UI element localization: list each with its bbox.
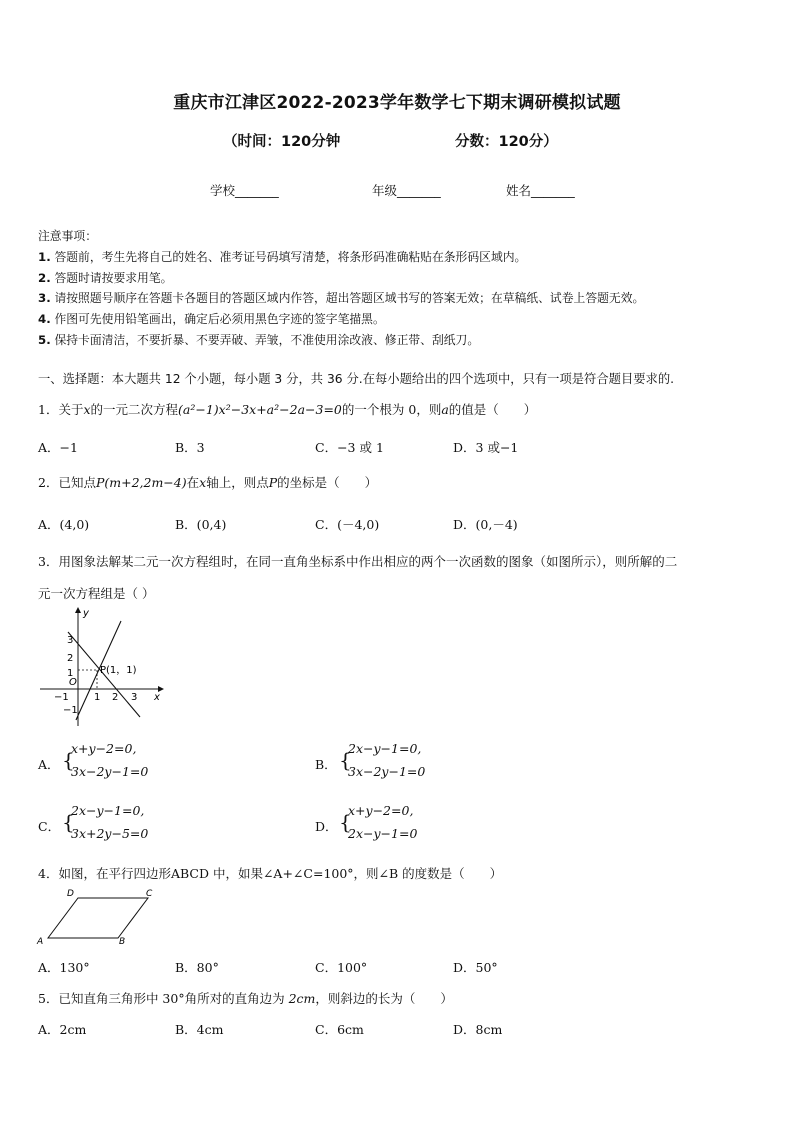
notes-heading: 注意事项： [38, 229, 97, 243]
q2-option-c: C．(－4,0) [315, 517, 380, 532]
q3-option-a-label: A． [38, 757, 60, 772]
school-field: 学校_______ [210, 183, 279, 198]
q2-option-b: B．(0,4) [175, 517, 227, 532]
q3-option-c-label: C． [38, 819, 61, 834]
notes-block [38, 226, 644, 351]
notes-item: 3. 请按照题号顺序在答题卡各题目的答题区域内作答，超出答题区域书写的答案无效；在草稿纸、试卷上答题无效。 [38, 291, 645, 306]
question-3-line2: 元一次方程组是（ ） [38, 586, 155, 601]
x-tick: 3 [131, 692, 138, 703]
q3-coordinate-graph [36, 604, 168, 730]
q1-option-b: B．3 [175, 440, 205, 455]
x-tick: −1 [54, 692, 69, 703]
section-heading: 一、选择题：本大题共 12 个小题，每小题 3 分，共 36 分.在每小题给出的四个选项中，只有一项是符合题目要求的. [38, 372, 675, 386]
q3-option-c-system: { 2x−y−1=0, 3x+2y−5=0 [62, 803, 149, 841]
parallelogram-abcd [48, 898, 148, 938]
question-2: 2．已知点P(m+2,2m−4)在x轴上，则点P的坐标是（ ） [38, 475, 378, 490]
q4-option-d: D．50° [453, 960, 498, 975]
question-4: 4．如图，在平行四边形ABCD 中，如果∠A+∠C=100°，则∠B 的度数是（ ） [38, 866, 503, 881]
origin-label: O [69, 677, 77, 688]
notes-item: 1. 答题前，考生先将自己的姓名、准考证号码填写清楚，将条形码准确粘贴在条形码区域内。 [38, 249, 527, 264]
notes-item: 5. 保持卡面清洁，不要折暴、不要弄破、弄皱，不准使用涂改液、修正带、刮纸刀。 [38, 332, 480, 347]
vertex-b: B [119, 937, 126, 947]
exam-time: （时间：120分钟 [223, 134, 341, 150]
x-axis-label: x [154, 692, 160, 703]
q3-option-b-system: { 2x−y−1=0, 3x−2y−1=0 [339, 741, 426, 779]
q2-point: P(m+2,2m−4) [95, 475, 187, 490]
q1-option-d: D．3 或−1 [453, 440, 519, 455]
y-tick: −1 [63, 705, 78, 716]
vertex-d: D [67, 889, 74, 899]
y-axis-label: y [83, 608, 89, 619]
grade-field: 年级_______ [372, 183, 441, 198]
y-tick: 2 [67, 653, 74, 664]
q5-option-c: C．6cm [315, 1022, 364, 1037]
name-field: 姓名_______ [506, 183, 575, 198]
q3-option-a-system: { x+y−2=0, 3x−2y−1=0 [62, 741, 149, 779]
q1-equation: (a²−1)x²−3x+a²−2a−3=0 [178, 402, 342, 417]
q4-option-a: A．130° [38, 960, 90, 975]
vertex-c: C [146, 889, 153, 899]
y-tick: 3 [67, 635, 74, 646]
y-tick: 1 [67, 668, 74, 679]
notes-item: 4. 作图可先使用铅笔画出，确定后必须用黑色字迹的签字笔描黑。 [38, 312, 385, 327]
question-5: 5．已知直角三角形中 30°角所对的直角边为 2cm，则斜边的长为（ ） [38, 991, 453, 1006]
q3-option-d-system: { x+y−2=0, 2x−y−1=0 [339, 803, 418, 841]
q5-option-d: D．8cm [453, 1022, 503, 1037]
page-title: 重庆市江津区2022-2023学年数学七下期末调研模拟试题 [173, 93, 621, 113]
point-p-label: P(1，1) [100, 665, 137, 676]
q2-option-d: D．(0,－4) [453, 517, 518, 532]
exam-score: 分数：120分） [455, 134, 558, 150]
q4-option-b: B．80° [175, 960, 219, 975]
q1-option-a: A．−1 [38, 440, 78, 455]
vertex-a: A [37, 937, 44, 947]
x-tick: 1 [94, 692, 101, 703]
question-1: 1．关于x的一元二次方程(a²−1)x²−3x+a²−2a−3=0的一个根为 0，则a的值是（ ） [38, 402, 537, 417]
q2-option-a: A．(4,0) [38, 517, 90, 532]
q4-option-c: C．100° [315, 960, 368, 975]
q5-option-b: B．4cm [175, 1022, 224, 1037]
q5-option-a: A．2cm [38, 1022, 87, 1037]
q3-option-d-label: D． [315, 819, 338, 834]
q3-option-b-label: B． [315, 757, 337, 772]
x-tick: 2 [112, 692, 119, 703]
q1-option-c: C．−3 或 1 [315, 440, 384, 455]
notes-item: 2. 答题时请按要求用笔。 [38, 270, 173, 285]
q4-parallelogram-figure [34, 884, 162, 948]
question-3-line1: 3．用图象法解某二元一次方程组时，在同一直角坐标系中作出相应的两个一次函数的图象（如图所示），则所解的二 [38, 554, 678, 569]
